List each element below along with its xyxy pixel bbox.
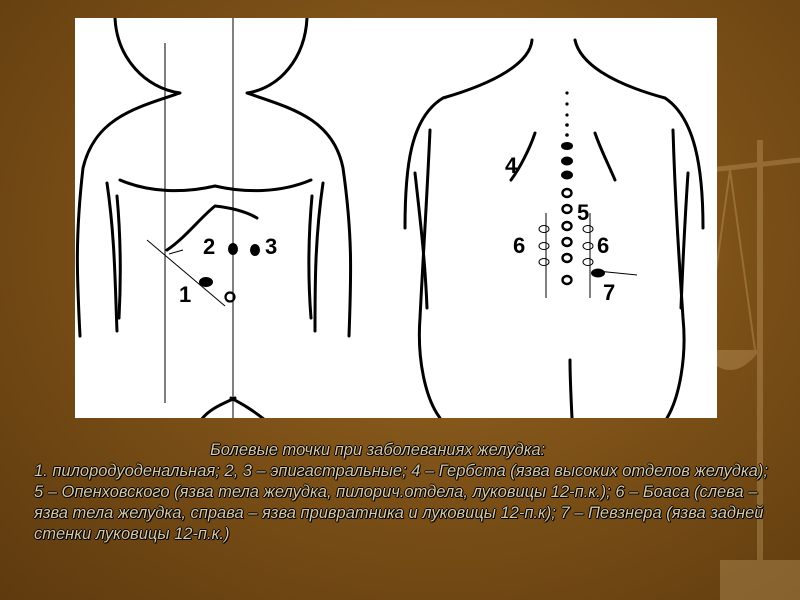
point-1-dot (199, 277, 213, 287)
body-diagram (75, 18, 717, 418)
label-point-5: 5 (577, 200, 590, 225)
label-point-4: 4 (505, 153, 518, 178)
point-3-dot (250, 244, 260, 256)
back-reference-lines (546, 213, 637, 298)
point-7-dot (591, 269, 605, 278)
label-point-6-right: 6 (597, 233, 610, 258)
caption-body: 1. пилородуоденальная; 2, 3 – эпигастральные; 4 – Гербста (язва высоких отделов желудка); 5 – Опенховского (язва тела желудка, пилорич.отдела, луковицы 12-п.к.); 6 – Боаса (слева – язва тела желудка, справа – язва привратника и луковицы 12-п.к); 7 – Певзнера (язва задней стенки луковицы 12-п.к.) (34, 462, 768, 543)
point-5-circles (563, 189, 572, 284)
point-6-left-circles (539, 226, 549, 266)
point-6-right-circles (583, 226, 593, 266)
front-reference-lines (147, 18, 233, 418)
point-4-dots (561, 142, 573, 180)
back-torso-figure (405, 40, 703, 418)
caption-title: Болевые точки при заболеваниях желудка: (210, 441, 546, 459)
label-point-1: 1 (179, 282, 192, 307)
caption (34, 440, 774, 545)
diagram-panel (75, 18, 717, 418)
label-point-6-left: 6 (513, 233, 526, 258)
front-torso-figure (77, 18, 350, 418)
label-point-3: 3 (265, 234, 278, 259)
point-2-dot (228, 243, 238, 255)
label-point-7: 7 (603, 280, 616, 305)
spine-dots (564, 91, 570, 147)
label-point-2: 2 (203, 234, 216, 259)
